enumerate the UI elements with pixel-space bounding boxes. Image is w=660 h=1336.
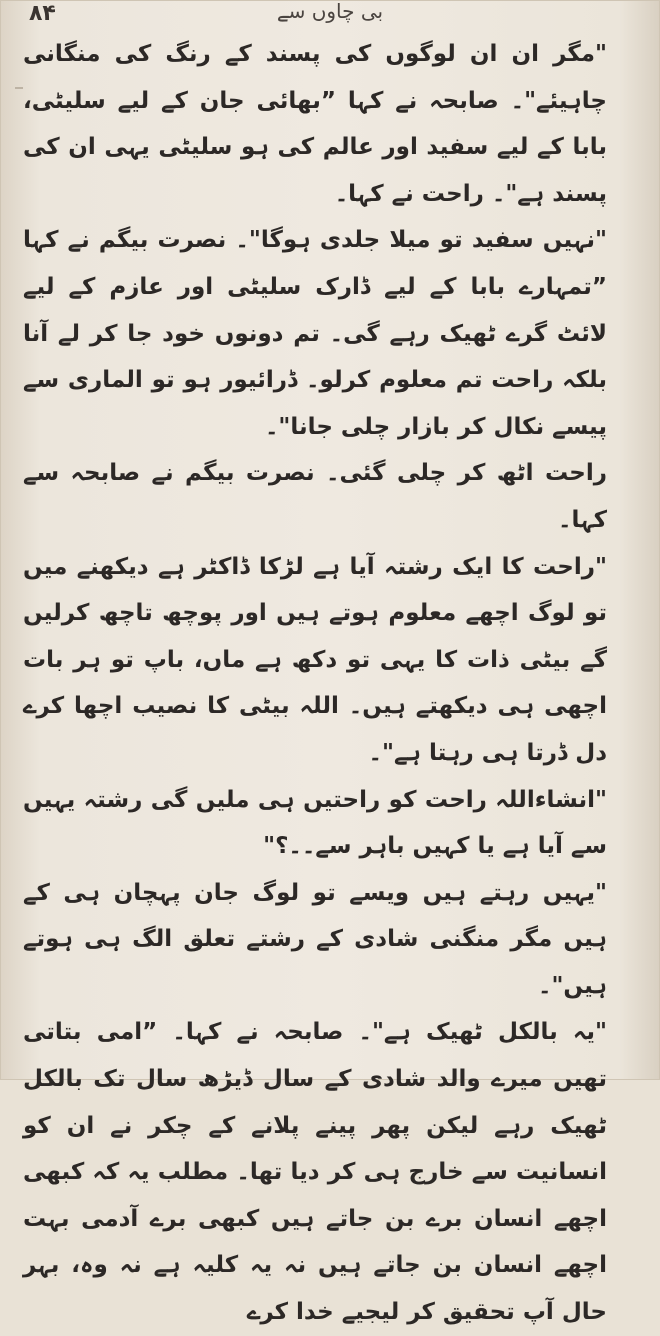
paragraph: راحت اٹھ کر چلی گئی۔ نصرت بیگم نے صابحہ سے کہا۔ [23,460,607,533]
margin-mark [15,87,23,89]
paragraph: "یہ بالکل ٹھیک ہے"۔ صابحہ نے کہا۔ ”امی بتاتی تھیں میرے والد شادی کے سال ڈیڑھ سال تک بالکل ٹھیک رہے لیکن پھر پینے پلانے کے چکر نے ان کو انسانیت سے خارج ہی کر دیا تھا۔ مطلب یہ کہ کبھی اچھے انسان برے بن جاتے ہیں کبھی برے آدمی بہت اچھے انسان بن جاتے ہیں نہ یہ کلیہ ہے نہ وہ، بہر حال آپ تحقیق کر لیجیے خدا کرے [23,1019,607,1326]
paragraph: "انشاءاللہ راحت کو راحتیں ہی ملیں گی رشتہ یہیں سے آیا ہے یا کہیں باہر سے۔۔؟" [23,786,607,860]
paragraph: "یہیں رہتے ہیں ویسے تو لوگ جان پہچان ہی کے ہیں مگر منگنی شادی کے رشتے تعلق الگ ہی ہوتے ہیں"۔ [23,879,607,999]
running-head: بی چاوں سے [276,0,384,23]
body-text [23,31,641,1336]
page-number: ۸۴ [29,1,56,26]
paragraph: "مگر ان ان لوگوں کی پسند کے رنگ کی منگانی چاہیئے"۔ صابحہ نے کہا ”بھائی جان کے لیے سلیٹی، بابا کے لیے سفید اور عالم کی ہو سلیٹی یہی ان کی پسند ہے"۔ راحت نے کہا۔ [23,41,607,207]
paragraph: "راحت کا ایک رشتہ آیا ہے لڑکا ڈاکٹر ہے دیکھنے میں تو لوگ اچھے معلوم ہوتے ہیں اور پوچھ تاچھ کرلیں گے بیٹی ذات کا یہی تو دکھ ہے ماں، باپ تو ہر بات اچھی ہی دیکھتے ہیں۔ اللہ بیٹی کا نصیب اچھا کرے دل ڈرتا ہی رہتا ہے"۔ [23,553,607,766]
paragraph: "نہیں سفید تو میلا جلدی ہوگا"۔ نصرت بیگم نے کہا ”تمہارے بابا کے لیے ڈارک سلیٹی اور عازم کے لیے لائٹ گرے ٹھیک رہے گی۔ تم دونوں خود جا کر لے آنا بلکہ راحت تم معلوم کرلو۔ ڈرائیور ہو تو الماری سے پیسے نکال کر بازار چلی جانا"۔ [23,227,607,440]
page-header [1,0,659,29]
